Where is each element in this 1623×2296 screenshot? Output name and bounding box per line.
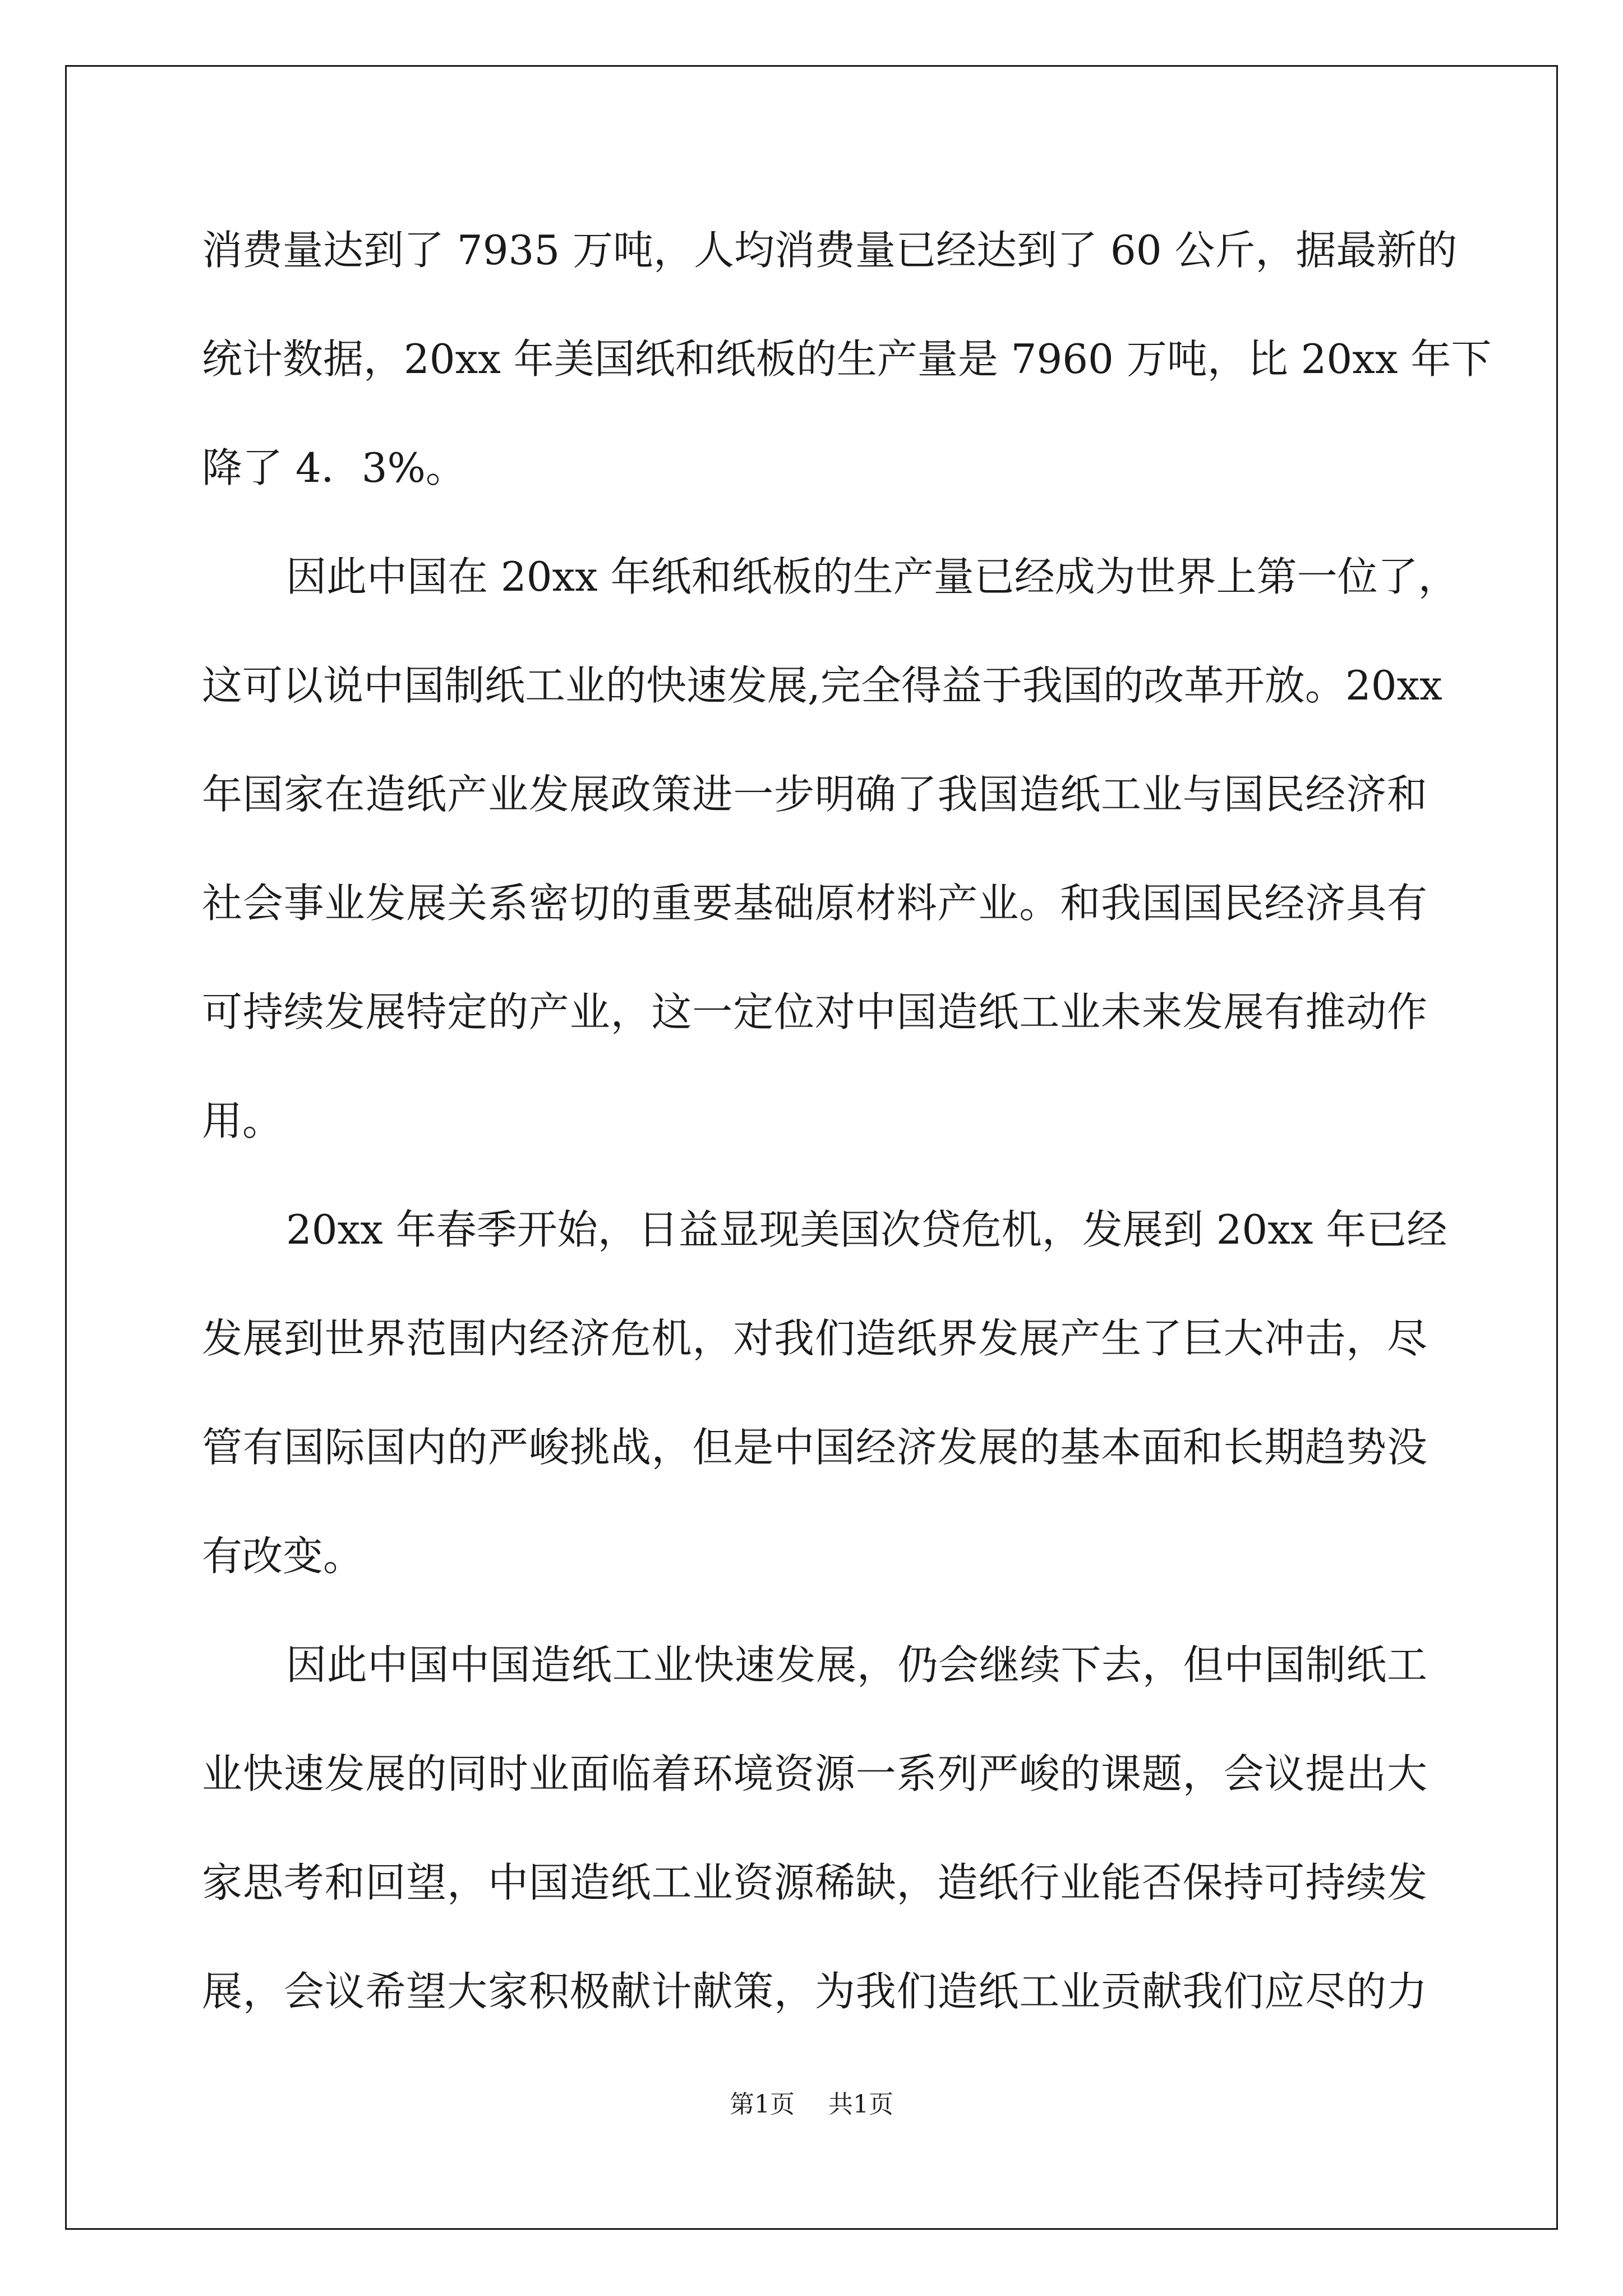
document-body	[202, 209, 1492, 2059]
text-line: 统计数据，20xx 年美国纸和纸板的生产量是 7960 万吨，比 20xx 年下	[202, 335, 1492, 383]
text-line: 家思考和回望，中国造纸工业资源稀缺，造纸行业能否保持可持续发	[202, 1859, 1427, 1906]
text-line: 年国家在造纸产业发展政策进一步明确了我国造纸工业与国民经济和	[202, 771, 1427, 818]
text-line: 消费量达到了 7935 万吨，人均消费量已经达到了 60 公斤，据最新的	[202, 227, 1458, 274]
text-line: 展，会议希望大家积极献计献策，为我们造纸工业贡献我们应尽的力	[202, 1968, 1427, 2015]
text-line: 用。	[202, 1097, 283, 1144]
text-line: 这可以说中国制纸工业的快速发展,完全得益于我国的改革开放。20xx	[202, 662, 1442, 709]
text-line: 管有国际国内的严峻挑战，但是中国经济发展的基本面和长期趋势没	[202, 1424, 1427, 1471]
page-number: 第1页	[730, 2090, 795, 2119]
text-line: 有改变。	[202, 1533, 364, 1580]
text-line: 降了 4．3%。	[202, 444, 466, 491]
text-line: 发展到世界范围内经济危机，对我们造纸界发展产生了巨大冲击，尽	[202, 1315, 1427, 1362]
paragraph-first-line: 因此中国在 20xx 年纸和纸板的生产量已经成为世界上第一位了，	[286, 553, 1459, 600]
text-line: 业快速发展的同时业面临着环境资源一系列严峻的课题，会议提出大	[202, 1750, 1427, 1797]
paragraph-first-line: 因此中国中国造纸工业快速发展，仍会继续下去，但中国制纸工	[286, 1641, 1427, 1688]
page-footer	[0, 2088, 1623, 2122]
page-total: 共1页	[828, 2090, 893, 2119]
paragraph-first-line: 20xx 年春季开始，日益显现美国次贷危机，发展到 20xx 年已经	[286, 1206, 1447, 1253]
text-line: 可持续发展特定的产业，这一定位对中国造纸工业未来发展有推动作	[202, 988, 1427, 1036]
text-line: 社会事业发展关系密切的重要基础原材料产业。和我国国民经济具有	[202, 880, 1427, 927]
